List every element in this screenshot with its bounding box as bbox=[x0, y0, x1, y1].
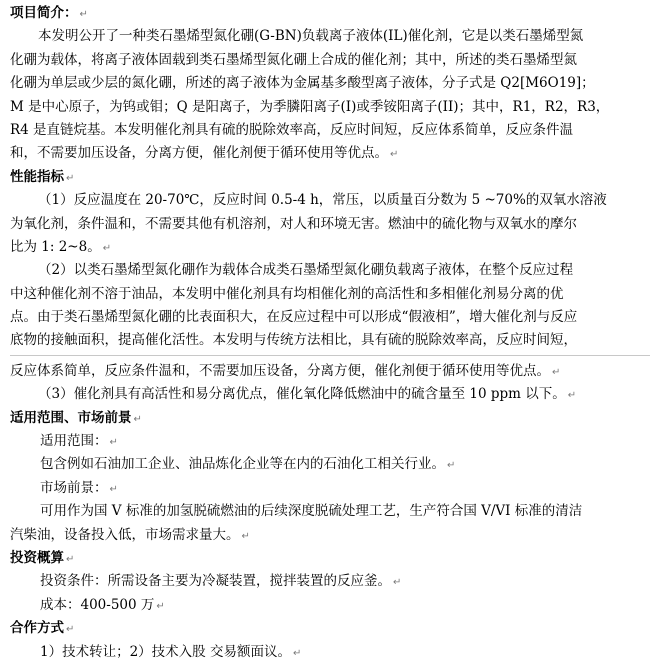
text-line bbox=[10, 142, 650, 165]
market-text: 可用作为国 V 标准的加氢脱硫燃油的后续深度脱硫处理工艺，生产符合国 V/VI 标准的清洁 bbox=[40, 503, 583, 520]
investment-cost: 成本：400-500 万 bbox=[40, 596, 155, 613]
text-line bbox=[10, 500, 650, 523]
text-line bbox=[10, 25, 650, 48]
text-line bbox=[10, 189, 650, 212]
paragraph-mark: ↵ bbox=[552, 366, 561, 378]
text-line-content: （1）反应温度在 20-70℃，反应时间 0.5-4 h，常压，以质量百分数为 5 ~70%的双氧水溶液 bbox=[38, 192, 607, 209]
paragraph-mark: ↵ bbox=[133, 413, 142, 425]
text-line bbox=[10, 259, 650, 282]
text-line bbox=[10, 329, 650, 352]
paragraph-mark: ↵ bbox=[241, 530, 250, 542]
paragraph-mark: ↵ bbox=[66, 553, 75, 565]
page-break-rule bbox=[10, 355, 650, 356]
text-line bbox=[10, 213, 650, 236]
paragraph-mark: ↵ bbox=[79, 9, 88, 20]
investment-conditions: 投资条件：所需设备主要为冷凝装置，搅拌装置的反应釜。 bbox=[40, 573, 391, 590]
text-line bbox=[10, 477, 650, 500]
paragraph-mark: ↵ bbox=[393, 577, 402, 589]
text-line-content: 为氧化剂，条件温和，不需要其他有机溶剂，对人和环境无害。燃油中的硫化物与双氧水的摩尔 bbox=[10, 215, 577, 232]
text-line bbox=[10, 72, 650, 95]
heading-application: 适用范围、市场前景 bbox=[10, 409, 132, 426]
paragraph-mark: ↵ bbox=[447, 460, 456, 472]
section-investment bbox=[10, 547, 650, 570]
heading-cooperation: 合作方式 bbox=[10, 620, 64, 637]
paragraph-mark: ↵ bbox=[390, 149, 399, 161]
text-line bbox=[10, 283, 650, 306]
text-line bbox=[10, 453, 650, 476]
heading-investment: 投资概算 bbox=[10, 549, 64, 566]
heading-project-intro: 项目简介： bbox=[10, 5, 78, 21]
paragraph-mark: ↵ bbox=[109, 483, 118, 495]
paragraph-mark: ↵ bbox=[66, 624, 75, 636]
text-line-content: 化硼为载体，将离子液体固载到类石墨烯型氮化硼上合成的催化剂；其中，所述的类石墨烯型氮 bbox=[10, 51, 577, 68]
text-line bbox=[10, 360, 650, 383]
text-line-content: R4 是直链烷基。本发明催化剂具有硫的脱除效率高，反应时间短，反应体系简单，反应条件温 bbox=[10, 121, 574, 138]
text-line bbox=[10, 594, 650, 617]
text-line-content: 反应体系简单，反应条件温和，不需要加压设备，分离方便，催化剂便于循环使用等优点。 bbox=[10, 362, 550, 379]
text-line bbox=[10, 119, 650, 142]
text-line-content: 和，不需要加压设备，分离方便，催化剂便于循环使用等优点。 bbox=[10, 145, 388, 162]
section-performance bbox=[10, 166, 650, 189]
document-body bbox=[10, 2, 650, 664]
section-application bbox=[10, 407, 650, 430]
cooperation-text: 1）技术转让；2）技术入股 交易额面议。 bbox=[40, 643, 291, 660]
text-line bbox=[10, 49, 650, 72]
section-project-intro bbox=[10, 2, 650, 25]
text-line-content: 本发明公开了一种类石墨烯型氮化硼(G-BN)负载离子液体(IL)催化剂，它是以类石墨烯型氮 bbox=[38, 28, 584, 45]
text-line-content: 比为 1: 2~8。 bbox=[10, 238, 101, 255]
text-line-content: （2）以类石墨烯型氮化硼作为载体合成类石墨烯型氮化硼负载离子液体，在整个反应过程 bbox=[38, 262, 574, 279]
market-label: 市场前景： bbox=[40, 479, 108, 496]
text-line bbox=[10, 236, 650, 259]
text-line bbox=[10, 570, 650, 593]
text-line-content: 底物的接触面积，提高催化活性。本发明与传统方法相比，具有硫的脱除效率高，反应时间短， bbox=[10, 332, 577, 349]
paragraph-mark: ↵ bbox=[66, 172, 75, 184]
scope-text: 包含例如石油加工企业、油品炼化企业等在内的石油化工相关行业。 bbox=[40, 456, 445, 473]
heading-performance: 性能指标 bbox=[10, 168, 64, 185]
text-line bbox=[10, 524, 650, 547]
paragraph-mark: ↵ bbox=[567, 390, 577, 402]
scope-label: 适用范围： bbox=[40, 433, 108, 450]
section-cooperation bbox=[10, 617, 650, 640]
text-line-content: 化硼为单层或少层的氮化硼，所述的离子液体为金属基多酸型离子液体，分子式是 Q2[M6O19]； bbox=[10, 75, 595, 92]
market-text: 汽柴油，设备投入低，市场需求量大。 bbox=[10, 526, 240, 543]
paragraph-mark: ↵ bbox=[292, 647, 302, 659]
text-line-content: 中这种催化剂不溶于油品，本发明中催化剂具有均相催化剂的高活性和多相催化剂易分离的优 bbox=[10, 285, 564, 302]
text-line-content: 点。由于类石墨烯型氮化硼的比表面积大，在反应过程中可以形成“假液相”，增大催化剂与反应 bbox=[10, 309, 578, 326]
text-line bbox=[10, 430, 650, 453]
text-line bbox=[10, 96, 650, 119]
paragraph-mark: ↵ bbox=[156, 600, 165, 612]
text-line bbox=[10, 306, 650, 329]
text-line bbox=[10, 641, 650, 664]
text-line-content: （3）催化剂具有高活性和易分离优点，催化氧化降低燃油中的硫含量至 10 ppm 以下。 bbox=[38, 386, 566, 403]
text-line bbox=[10, 383, 650, 406]
paragraph-mark: ↵ bbox=[109, 437, 118, 449]
text-line-content: M 是中心原子，为钨或钼；Q 是阳离子，为季膦阳离子(I)或季铵阳离子(II)；其中，R1，R2，R3， bbox=[10, 98, 610, 115]
paragraph-mark: ↵ bbox=[102, 242, 112, 254]
